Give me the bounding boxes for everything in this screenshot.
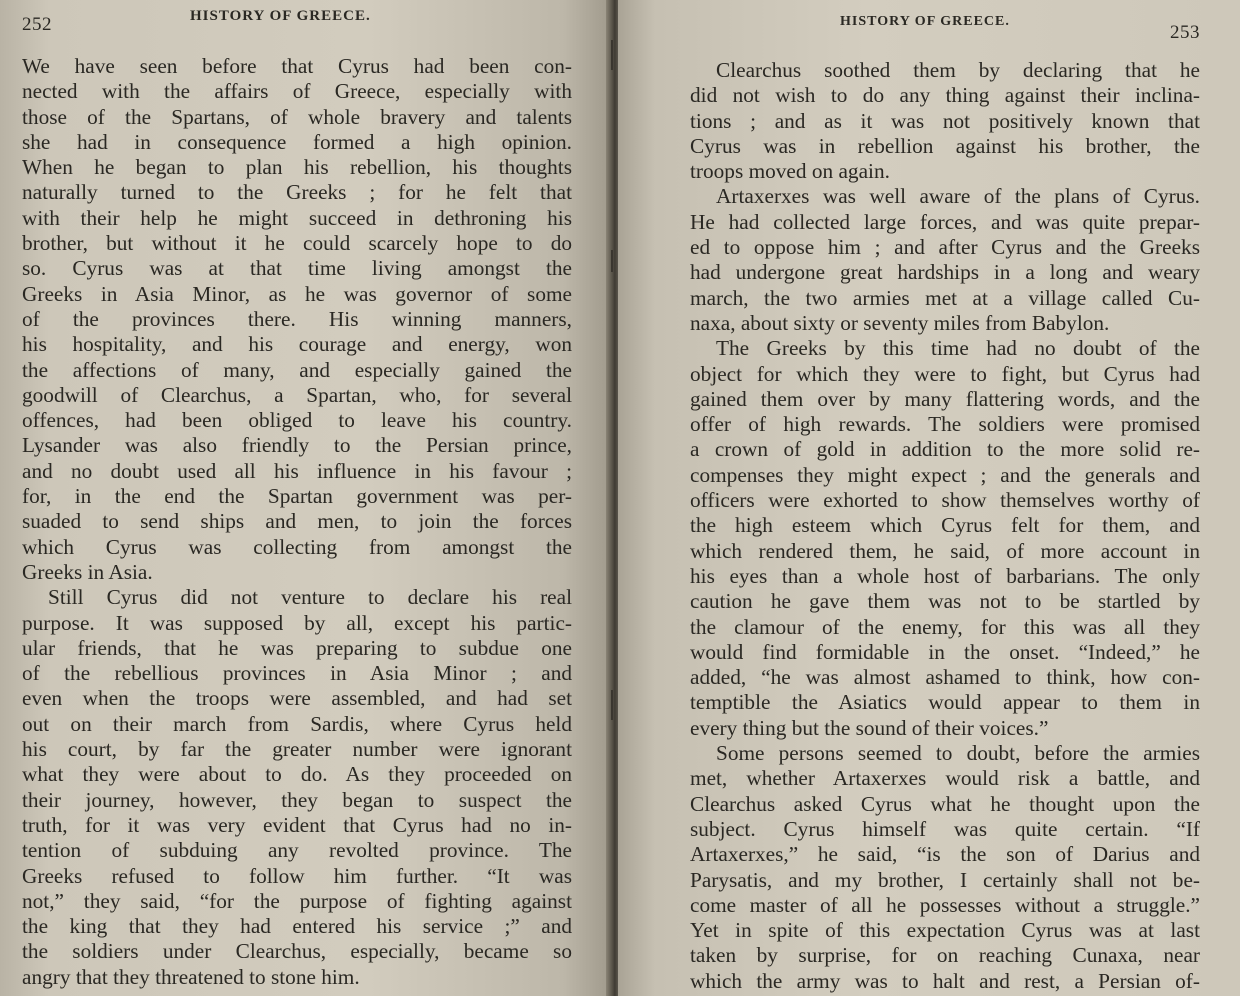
text-line: a crown of gold in addition to the more solid re- bbox=[690, 437, 1200, 462]
text-line: had undergone great hardships in a long and weary bbox=[690, 260, 1200, 285]
text-line: for, in the end the Spartan government was per- bbox=[22, 484, 572, 509]
text-line: Parysatis, and my brother, I certainly shall not be- bbox=[690, 867, 1200, 892]
text-line: Clearchus soothed them by declaring that he bbox=[716, 58, 1200, 82]
text-line: met, whether Artaxerxes would risk a battle, and bbox=[690, 766, 1200, 791]
text-line: so. Cyrus was at that time living amongst the bbox=[22, 256, 572, 281]
text-line: which Cyrus was collecting from amongst the bbox=[22, 534, 572, 559]
text-line: which the army was to halt and rest, a Persian of- bbox=[690, 968, 1200, 993]
binding-stitch bbox=[611, 690, 613, 720]
text-line: the soldiers under Clearchus, especially, became so bbox=[22, 939, 572, 964]
text-line: tention of subduing any revolted province. The bbox=[22, 838, 572, 863]
text-line: naturally turned to the Greeks ; for he felt that bbox=[22, 180, 572, 205]
right-running-head: HISTORY OF GREECE. bbox=[840, 14, 1010, 29]
text-line: the king that they had entered his service ;” and bbox=[22, 914, 572, 939]
text-line: of the provinces there. His winning manners, bbox=[22, 306, 572, 331]
text-line: march, the two armies met at a village called Cu- bbox=[690, 285, 1200, 310]
text-line: the clamour of the enemy, for this was all they bbox=[690, 614, 1200, 639]
left-running-head: HISTORY OF GREECE. bbox=[190, 8, 371, 24]
text-line: which rendered them, he said, of more account in bbox=[690, 538, 1200, 563]
text-line: what they were about to do. As they proceeded on bbox=[22, 762, 572, 787]
text-line: Cyrus was in rebellion against his brother, the bbox=[690, 133, 1200, 158]
text-line: caution he gave them was not to be startled by bbox=[690, 589, 1200, 614]
text-line: of the rebellious provinces in Asia Minor ; and bbox=[22, 661, 572, 686]
text-line: not,” they said, “for the purpose of fighting against bbox=[22, 888, 572, 913]
text-line: offences, had been obliged to leave his country. bbox=[22, 408, 572, 433]
text-line: the high esteem which Cyrus felt for them, and bbox=[690, 513, 1200, 538]
text-line: Clearchus asked Cyrus what he thought upon the bbox=[690, 791, 1200, 816]
text-line: out on their march from Sardis, where Cyrus held bbox=[22, 711, 572, 736]
text-line: offer of high rewards. The soldiers were promised bbox=[690, 412, 1200, 437]
text-line: Still Cyrus did not venture to declare his real bbox=[48, 585, 572, 610]
text-line: Some persons seemed to doubt, before the armies bbox=[716, 741, 1200, 766]
text-line: his eyes than a whole host of barbarians. The only bbox=[690, 563, 1200, 588]
binding-stitch bbox=[611, 40, 613, 70]
text-line: officers were exhorted to show themselves worthy of bbox=[690, 488, 1200, 513]
text-line: subject. Cyrus himself was quite certain. “If bbox=[690, 816, 1200, 841]
text-line: He had collected large forces, and was quite prepar- bbox=[690, 209, 1200, 234]
text-line: goodwill of Clearchus, a Spartan, who, for several bbox=[22, 382, 572, 407]
text-line: ed to oppose him ; and after Cyrus and the Greeks bbox=[690, 235, 1200, 260]
text-line: added, “he was almost ashamed to think, how con- bbox=[690, 665, 1200, 690]
text-line: come master of all he possesses without a struggle.” bbox=[690, 892, 1200, 917]
text-line: suaded to send ships and men, to join the forces bbox=[22, 509, 572, 534]
text-line: compenses they might expect ; and the generals and bbox=[690, 462, 1200, 487]
text-line: truth, for it was very evident that Cyrus had no in- bbox=[22, 812, 572, 837]
text-line: When he began to plan his rebellion, his thoughts bbox=[22, 155, 572, 180]
text-line: troops moved on again. bbox=[690, 159, 890, 184]
text-line: angry that they threatened to stone him. bbox=[22, 964, 360, 989]
right-page-header bbox=[690, 12, 1200, 52]
text-line: taken by surprise, for on reaching Cunaxa, near bbox=[690, 943, 1200, 968]
text-line: the affections of many, and especially gained the bbox=[22, 357, 572, 382]
text-line: every thing but the sound of their voices.” bbox=[690, 715, 1049, 740]
binding-stitch bbox=[611, 250, 613, 272]
text-line: did not wish to do any thing against their inclina- bbox=[690, 83, 1200, 108]
right-page bbox=[618, 0, 1240, 996]
text-line: Lysander was also friendly to the Persian prince, bbox=[22, 433, 572, 458]
text-line: Artaxerxes was well aware of the plans of Cyrus. bbox=[716, 184, 1200, 209]
text-line: gained them over by many flattering words, and the bbox=[690, 386, 1200, 411]
left-page-number: 252 bbox=[22, 14, 52, 35]
text-line: and no doubt used all his influence in his favour ; bbox=[22, 458, 572, 483]
text-line: she had in consequence formed a high opinion. bbox=[22, 129, 572, 154]
text-line: brother, but without it he could scarcely hope to do bbox=[22, 231, 572, 256]
text-line: We have seen before that Cyrus had been con- bbox=[22, 54, 572, 78]
right-page-text bbox=[690, 58, 1200, 994]
text-line: his hospitality, and his courage and energy, won bbox=[22, 332, 572, 357]
text-line: Greeks in Asia. bbox=[22, 559, 153, 584]
text-line: Greeks refused to follow him further. “It was bbox=[22, 863, 572, 888]
right-page-number: 253 bbox=[1170, 22, 1200, 43]
text-line: purpose. It was supposed by all, except his partic- bbox=[22, 610, 572, 635]
text-line: tions ; and as it was not positively known that bbox=[690, 108, 1200, 133]
text-line: ular friends, that he was preparing to subdue one bbox=[22, 635, 572, 660]
text-line: The Greeks by this time had no doubt of the bbox=[716, 336, 1200, 361]
text-line: his court, by far the greater number were ignorant bbox=[22, 737, 572, 762]
text-line: object for which they were to fight, but Cyrus had bbox=[690, 361, 1200, 386]
left-page-text bbox=[22, 54, 572, 990]
text-line: temptible the Asiatics would appear to them in bbox=[690, 690, 1200, 715]
left-page bbox=[0, 0, 612, 996]
left-page-header bbox=[22, 8, 572, 48]
text-line: even when the troops were assembled, and had set bbox=[22, 686, 572, 711]
text-line: their journey, however, they began to suspect the bbox=[22, 787, 572, 812]
text-line: would find formidable in the onset. “Indeed,” he bbox=[690, 639, 1200, 664]
text-line: Greeks in Asia Minor, as he was governor of some bbox=[22, 281, 572, 306]
text-line: naxa, about sixty or seventy miles from Babylon. bbox=[690, 310, 1110, 335]
text-line: Artaxerxes,” he said, “is the son of Darius and bbox=[690, 842, 1200, 867]
text-line: those of the Spartans, of whole bravery and talents bbox=[22, 104, 572, 129]
text-line: Yet in spite of this expectation Cyrus was at last bbox=[690, 918, 1200, 943]
text-line: nected with the affairs of Greece, especially with bbox=[22, 79, 572, 104]
text-line: with their help he might succeed in dethroning his bbox=[22, 205, 572, 230]
